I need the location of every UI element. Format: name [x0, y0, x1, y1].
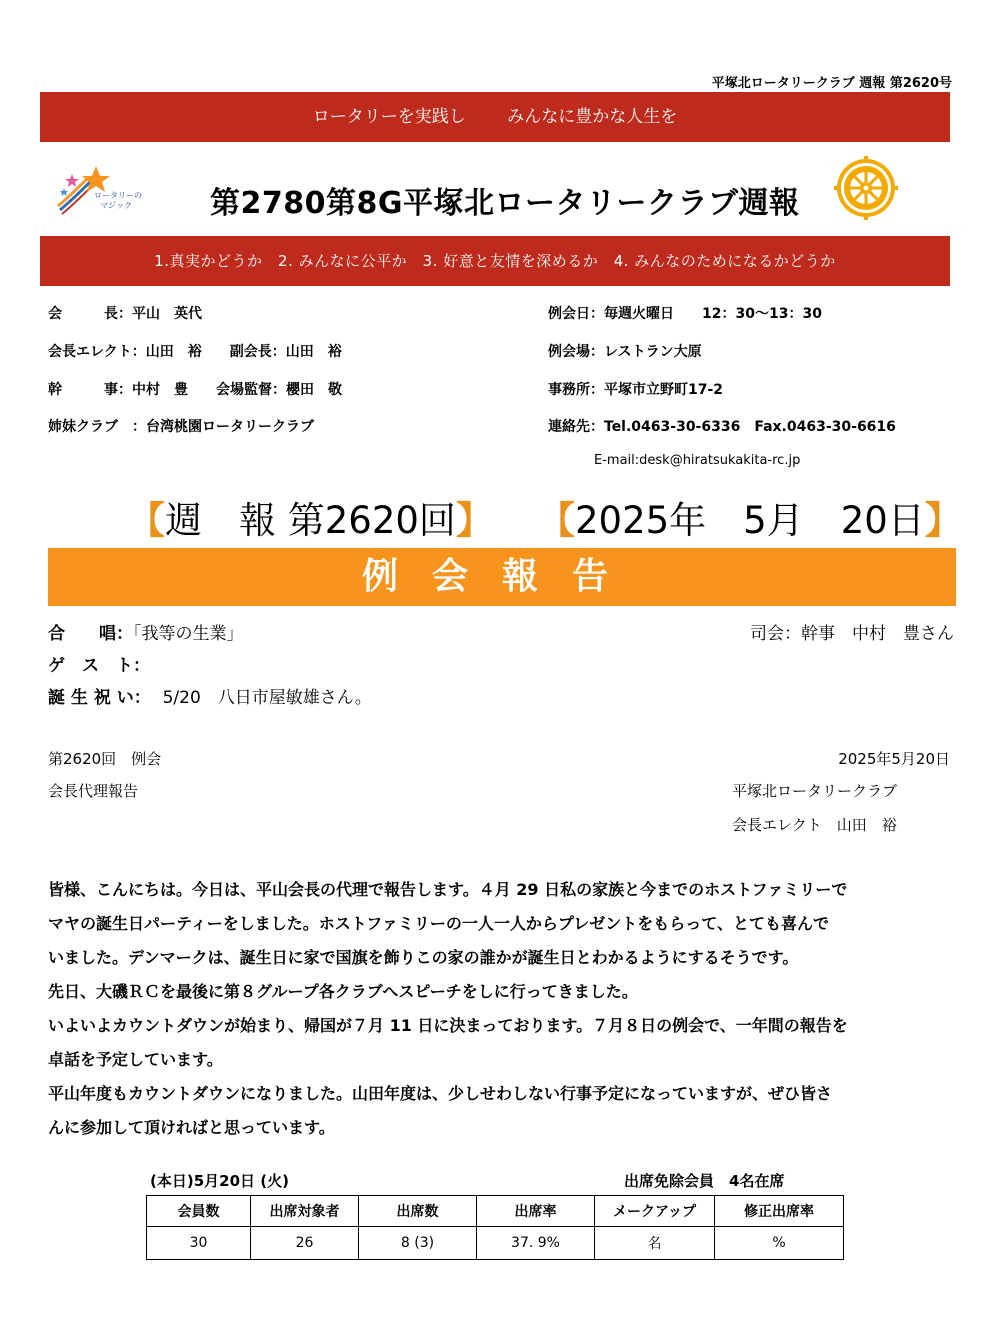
info-office: 事務所：平塚市立野町17-2 — [548, 382, 724, 398]
attendance-exempt: 出席免除会員 4名在席 — [624, 1172, 785, 1190]
report-type: 会長代理報告 — [48, 782, 139, 800]
report-date: 2025年5月20日 — [838, 750, 950, 768]
attendance-date: (本日)5月20日 (火) — [150, 1172, 289, 1190]
table-cell: 26 — [251, 1227, 359, 1260]
body-line: いよいよカウントダウンが始まり、帰国が７月 11 日に決まっております。７月８日の例会で、一年間の報告を — [48, 1016, 848, 1035]
table-header-cell: 出席対象者 — [251, 1196, 359, 1227]
report-session: 第2620回 例会 — [48, 750, 162, 768]
body-line: 先日、大磯ＲＣを最後に第８グループ各クラブへスピーチをしに行ってきました。 — [48, 982, 638, 1001]
info-venue: 例会場：レストラン大原 — [548, 344, 702, 360]
song-value: 「我等の生業」 — [133, 624, 244, 644]
attendance-table — [146, 1195, 844, 1260]
guest-label: ゲ ス ト： — [48, 656, 150, 676]
motto-left: ロータリーを実践し — [312, 107, 466, 127]
table-header-cell: 修正出席率 — [715, 1196, 844, 1227]
bracket-close: 】 — [455, 499, 493, 542]
table-header-row — [147, 1196, 844, 1227]
table-cell: 8 (3) — [359, 1227, 477, 1260]
table-cell: 名 — [595, 1227, 715, 1260]
rotary-wheel-icon — [834, 156, 898, 220]
motto-bar — [40, 92, 950, 142]
table-cell: 30 — [147, 1227, 251, 1260]
report-club: 平塚北ロータリークラブ — [732, 782, 898, 800]
rotary-magic-logo-icon — [48, 158, 148, 218]
mc-label: 司会：幹事 中村 豊さん — [750, 624, 954, 644]
body-line: 皆様、こんにちは。今日は、平山会長の代理で報告します。４月 29 日私の家族と今までのホストファミリーで — [48, 880, 848, 899]
logo-text-line1: ロータリーの — [94, 191, 142, 200]
table-header-cell: 出席率 — [477, 1196, 595, 1227]
info-meeting-day: 例会日：毎週火曜日 12：30～13：30 — [548, 306, 822, 322]
report-speaker: 会長エレクト 山田 裕 — [732, 816, 897, 834]
table-header-cell: メークアップ — [595, 1196, 715, 1227]
info-secretary: 幹 事：中村 豊 会場監督：櫻田 敬 — [48, 382, 342, 398]
body-line: マヤの誕生日パーティーをしました。ホストファミリーの一人一人からプレゼントをもらって、とても喜んで — [48, 914, 829, 933]
meeting-report-band: 例会報告 — [48, 548, 956, 606]
issue-number-label: 週 報 第2620回 — [165, 499, 456, 542]
body-line: 平山年度もカウントダウンになりました。山田年度は、少しせわしない行事予定になっていますが、ぜひ皆さ — [48, 1084, 833, 1103]
bracket-close: 】 — [924, 499, 962, 542]
issue-date-label: 2025年 5月 20日 — [575, 499, 925, 542]
report-body — [48, 873, 960, 1145]
song-row — [48, 619, 244, 644]
birthday-label: 誕 生 祝 い： — [48, 688, 151, 708]
info-sister-club: 姉妹クラブ ：台湾桃園ロータリークラブ — [48, 419, 314, 435]
four-way-test-bar: 1.真実かどうか 2. みんなに公平か 3. 好意と友情を深めるか 4. みんなのためになるかどうか — [40, 236, 950, 286]
body-line: んに参加して頂ければと思っています。 — [48, 1118, 335, 1137]
info-contact: 連絡先：Tel.0463-30-6336 Fax.0463-30-6616 — [548, 419, 896, 435]
table-cell: 37. 9% — [477, 1227, 595, 1260]
newsletter-title: 第2780第8G平塚北ロータリークラブ週報 — [210, 186, 800, 221]
body-line: 卓話を予定しています。 — [48, 1050, 223, 1069]
birthday-row — [48, 683, 372, 708]
bracket-open: 【 — [128, 499, 165, 542]
issue-number: 平塚北ロータリークラブ 週報 第2620号 — [711, 76, 952, 91]
table-header-cell: 出席数 — [359, 1196, 477, 1227]
info-president-elect: 会長エレクト：山田 裕 副会長：山田 裕 — [48, 344, 342, 360]
info-president: 会 長：平山 英代 — [48, 306, 202, 322]
info-email: E-mail:desk@hiratsukakita-rc.jp — [594, 453, 801, 468]
birthday-value: 5/20 八日市屋敏雄さん。 — [162, 688, 372, 708]
issue-number-heading — [128, 490, 493, 544]
motto-right: みんなに豊かな人生を — [507, 107, 678, 127]
table-header-cell: 会員数 — [147, 1196, 251, 1227]
song-label: 合 唱： — [48, 624, 133, 644]
table-row — [147, 1227, 844, 1260]
logo-text-line2: マジック — [100, 201, 132, 210]
body-line: いました。デンマークは、誕生日に家で国旗を飾りこの家の誰かが誕生日とわかるようにするそうです。 — [48, 948, 799, 967]
bracket-open: 【 — [538, 499, 575, 542]
table-cell: % — [715, 1227, 844, 1260]
issue-date-heading — [538, 490, 962, 544]
